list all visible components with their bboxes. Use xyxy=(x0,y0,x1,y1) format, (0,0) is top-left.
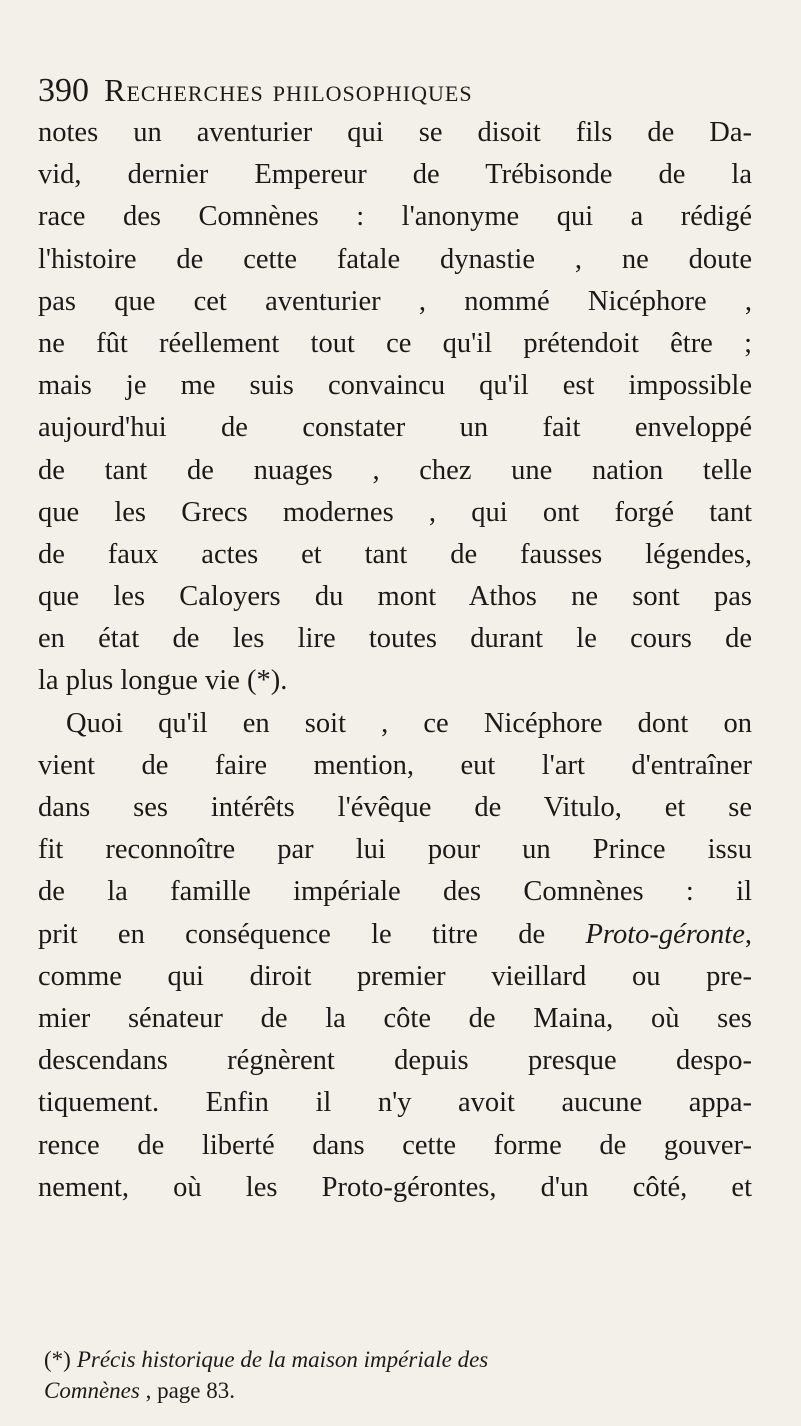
text-line: mier sénateur de la côte de Maina, où ses xyxy=(38,1002,752,1034)
text-line: nement, où les Proto-gérontes, d'un côté, et xyxy=(38,1171,752,1203)
text-fragment: prit en conséquence le titre de xyxy=(38,918,586,950)
text-line: Quoi qu'il en soit , ce Nicéphore dont on xyxy=(66,707,752,739)
text-line: mais je me suis convaincu qu'il est impossible xyxy=(38,370,752,402)
text-fragment: , xyxy=(744,918,752,950)
text-line-with-italic xyxy=(38,914,752,956)
italic-term: Proto-géronte xyxy=(585,918,745,950)
footnote-text: Comnènes xyxy=(44,1378,140,1403)
text-line: rence de liberté dans cette forme de gouver- xyxy=(38,1129,752,1161)
text-line: vient de faire mention, eut l'art d'entraîner xyxy=(38,749,752,781)
text-line: ne fût réellement tout ce qu'il prétendoit être ; xyxy=(38,327,752,359)
text-line: tiquement. Enfin il n'y avoit aucune appa- xyxy=(38,1087,752,1119)
footnote-line xyxy=(44,1344,744,1375)
text-line: dans ses intérêts l'évêque de Vitulo, et se xyxy=(38,792,752,823)
text-line: vid, dernier Empereur de Trébisonde de la xyxy=(38,159,752,191)
body-text xyxy=(38,112,752,1209)
text-line: race des Comnènes : l'anonyme qui a rédigé xyxy=(38,201,752,233)
text-line: de faux actes et tant de fausses légendes, xyxy=(38,538,752,570)
text-line: que les Grecs modernes , qui ont forgé tant xyxy=(38,496,752,528)
footnote xyxy=(44,1344,744,1406)
text-line: l'histoire de cette fatale dynastie , ne doute xyxy=(38,243,752,275)
footnote-text: , page 83. xyxy=(139,1378,235,1403)
running-title: Recherches philosophiques xyxy=(104,72,473,108)
text-line: comme qui diroit premier vieillard ou pre- xyxy=(38,960,752,992)
footnote-line xyxy=(44,1375,744,1406)
footnote-mark: (*) xyxy=(44,1347,71,1372)
text-line: fit reconnoître par lui pour un Prince issu xyxy=(38,834,752,866)
footnote-text: Précis historique de la maison impériale des xyxy=(76,1347,489,1372)
text-line: notes un aventurier qui se disoit fils de Da- xyxy=(38,117,752,148)
text-line: en état de les lire toutes durant le cours de xyxy=(38,623,752,655)
text-line: descendans régnèrent depuis presque despo- xyxy=(38,1045,752,1077)
text-line: aujourd'hui de constater un fait enveloppé xyxy=(38,412,752,444)
text-line: pas que cet aventurier , nommé Nicéphore , xyxy=(38,285,752,317)
text-line: de tant de nuages , chez une nation telle xyxy=(38,454,752,486)
text-line: la plus longue vie (*). xyxy=(38,665,288,697)
text-line: de la famille impériale des Comnènes : il xyxy=(38,876,752,908)
text-line: que les Caloyers du mont Athos ne sont pas xyxy=(38,581,752,613)
page-number: 390 xyxy=(38,72,89,109)
